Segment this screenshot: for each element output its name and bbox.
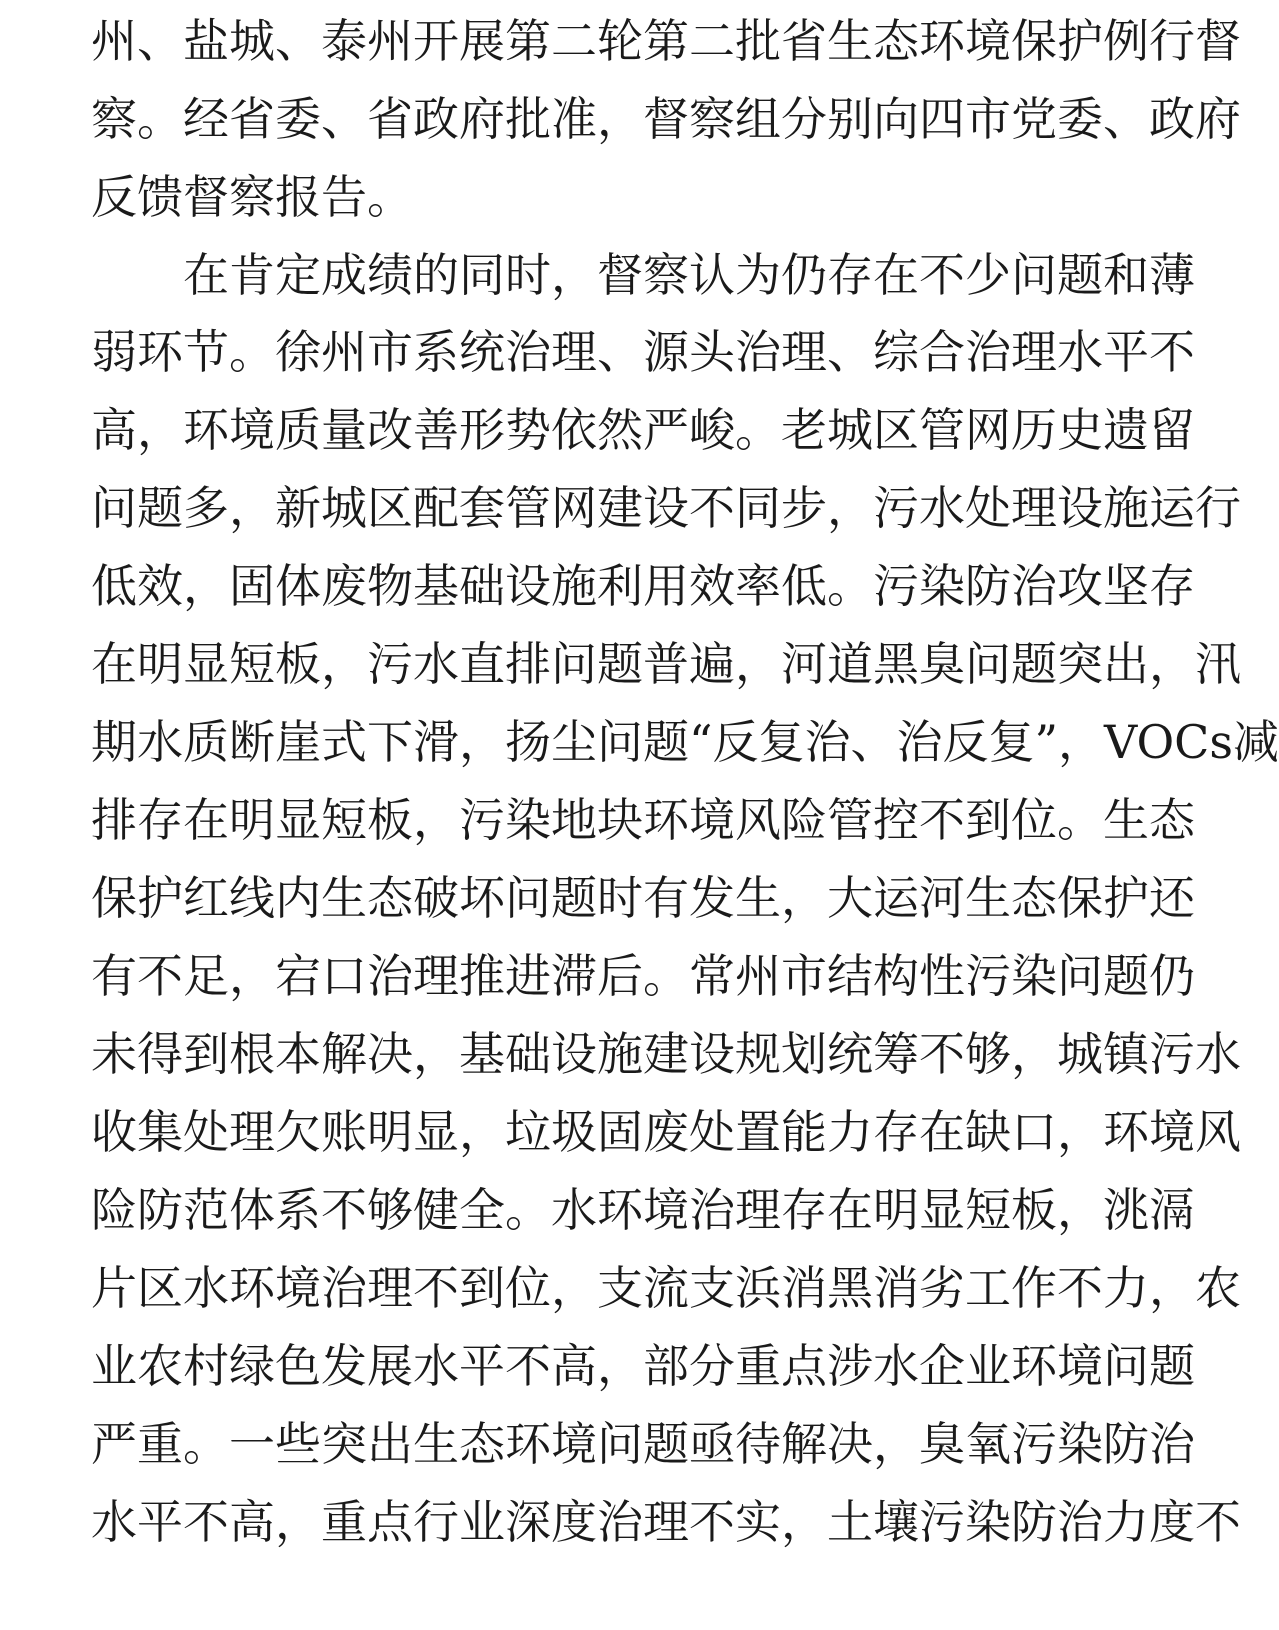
text-line: 反馈督察报告。 [91,170,413,224]
text-line: 水平不高，重点行业深度治理不实，土壤污染防治力度不 [91,1495,1241,1549]
text-line: 弱环节。徐州市系统治理、源头治理、综合治理水平不 [91,325,1195,379]
text-line: 严重。一些突出生态环境问题亟待解决，臭氧污染防治 [91,1417,1195,1471]
paragraph-first-line: 在肯定成绩的同时，督察认为仍存在不少问题和薄 [183,248,1195,302]
text-line: 有不足，宕口治理推进滞后。常州市结构性污染问题仍 [91,949,1195,1003]
text-line: 未得到根本解决，基础设施建设规划统筹不够，城镇污水 [91,1027,1241,1081]
text-line: 期水质断崖式下滑，扬尘问题“反复治、治反复”，VOCs减 [91,715,1279,769]
text-line: 在明显短板，污水直排问题普遍，河道黑臭问题突出，汛 [91,637,1241,691]
text-line: 州、盐城、泰州开展第二轮第二批省生态环境保护例行督 [91,14,1241,68]
text-line: 收集处理欠账明显，垃圾固废处置能力存在缺口，环境风 [91,1105,1241,1159]
text-line: 险防范体系不够健全。水环境治理存在明显短板，洮滆 [91,1183,1195,1237]
text-line: 察。经省委、省政府批准，督察组分别向四市党委、政府 [91,92,1241,146]
document-page [91,0,1279,1630]
text-line: 低效，固体废物基础设施利用效率低。污染防治攻坚存 [91,559,1195,613]
text-line: 高，环境质量改善形势依然严峻。老城区管网历史遗留 [91,403,1195,457]
text-line: 问题多，新城区配套管网建设不同步，污水处理设施运行 [91,481,1241,535]
text-line: 业农村绿色发展水平不高，部分重点涉水企业环境问题 [91,1339,1195,1393]
text-line: 排存在明显短板，污染地块环境风险管控不到位。生态 [91,793,1195,847]
text-line: 保护红线内生态破坏问题时有发生，大运河生态保护还 [91,871,1195,925]
text-line: 片区水环境治理不到位，支流支浜消黑消劣工作不力，农 [91,1261,1241,1315]
